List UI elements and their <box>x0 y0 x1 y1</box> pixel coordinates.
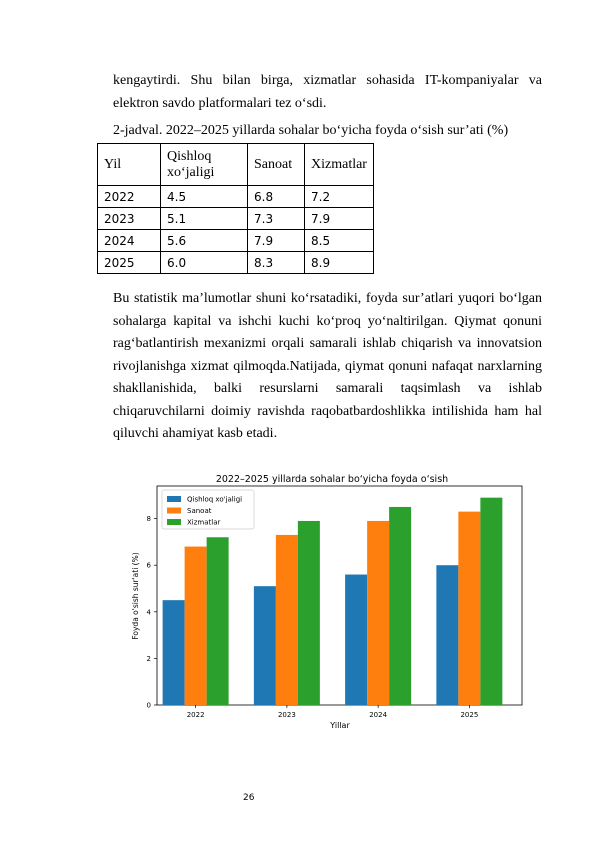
x-axis-label: Yillar <box>330 721 350 730</box>
table-row <box>98 208 374 230</box>
bar-sanoat <box>185 547 207 705</box>
page-number: 26 <box>243 793 255 803</box>
legend-label: Qishloq xo'jaligi <box>187 495 243 504</box>
cell-value: 4.5 <box>161 186 248 208</box>
cell-value: 7.9 <box>248 230 305 252</box>
bar-sanoat <box>276 535 298 705</box>
cell-year: 2024 <box>98 230 161 252</box>
table-row <box>98 230 374 252</box>
cell-value: 7.9 <box>305 208 374 230</box>
cell-year: 2025 <box>98 252 161 274</box>
bar-xizmatlar <box>480 498 502 705</box>
bar-sanoat <box>367 521 389 705</box>
cell-value: 8.9 <box>305 252 374 274</box>
cell-value: 5.1 <box>161 208 248 230</box>
profit-table <box>97 143 374 274</box>
cell-value: 5.6 <box>161 230 248 252</box>
bar-qishloq-xo-jaligi <box>163 600 185 705</box>
header-year: Yil <box>98 144 161 186</box>
y-tick-label: 4 <box>146 608 151 617</box>
paragraph-top: kengaytirdi. Shu bilan birga, xizmatlar sohasida IT-kompaniyalar va elektron savdo platformalari tez o‘sdi. <box>113 73 542 111</box>
y-tick-label: 2 <box>146 654 151 663</box>
bar-xizmatlar <box>389 507 411 705</box>
bar-qishloq-xo-jaligi <box>436 565 458 705</box>
cell-value: 6.0 <box>161 252 248 274</box>
legend-swatch <box>167 496 181 502</box>
header-agriculture: Qishloq xo‘jaligi <box>161 144 248 186</box>
legend-swatch <box>167 519 181 525</box>
y-tick-label: 6 <box>146 561 151 570</box>
x-tick-label: 2022 <box>186 711 205 719</box>
chart-title: 2022–2025 yillarda sohalar bo‘yicha foyda o‘sish <box>215 474 449 485</box>
table-caption: 2-jadval. 2022–2025 yillarda sohalar bo‘yicha foyda o‘sish sur’ati (%) <box>113 123 509 138</box>
plot-area <box>147 486 522 719</box>
table-row <box>98 186 374 208</box>
x-tick-label: 2025 <box>460 711 479 719</box>
cell-value: 6.8 <box>248 186 305 208</box>
x-tick-label: 2024 <box>369 711 388 719</box>
cell-year: 2022 <box>98 186 161 208</box>
bar-xizmatlar <box>298 521 320 705</box>
table-row <box>98 252 374 274</box>
cell-value: 8.5 <box>305 230 374 252</box>
bar-qishloq-xo-jaligi <box>254 586 276 705</box>
y-axis-label: Foyda o'sish sur'ati (%) <box>131 552 140 640</box>
cell-value: 7.3 <box>248 208 305 230</box>
header-industry: Sanoat <box>248 144 305 186</box>
cell-value: 8.3 <box>248 252 305 274</box>
bar-xizmatlar <box>207 537 229 705</box>
header-services: Xizmatlar <box>305 144 374 186</box>
cell-year: 2023 <box>98 208 161 230</box>
y-tick-label: 0 <box>146 701 151 710</box>
table-header-row <box>98 144 374 186</box>
legend-swatch <box>167 508 181 514</box>
bar-qishloq-xo-jaligi <box>345 575 367 705</box>
legend-label: Xizmatlar <box>187 518 221 527</box>
legend-label: Sanoat <box>187 507 212 515</box>
x-tick-label: 2023 <box>277 711 296 719</box>
paragraph-bottom: Bu statistik ma’lumotlar shuni ko‘rsatadiki, foyda sur’atlari yuqori bo‘lgan sohalarga kapital va ishchi kuchi ko‘proq yo‘naltirilgan. Qiymat qonuni rag‘batlantirish mexanizmi orqali samarali ishlab chiqarish va innovatsion rivojlanishga xizmat qilmoqda.Natijada, qiymat qonuni nafaqat narxlarning shakllanishida, balki resurslarni samarali taqsimlash va ishlab chiqaruvchilarni doimiy ravishda raqobatbardoshlikka intilishida ham hal qiluvchi ahamiyat kasb etadi. <box>113 291 542 441</box>
bar-chart <box>125 468 535 738</box>
y-tick-label: 8 <box>146 515 151 524</box>
cell-value: 7.2 <box>305 186 374 208</box>
bar-sanoat <box>458 512 480 705</box>
